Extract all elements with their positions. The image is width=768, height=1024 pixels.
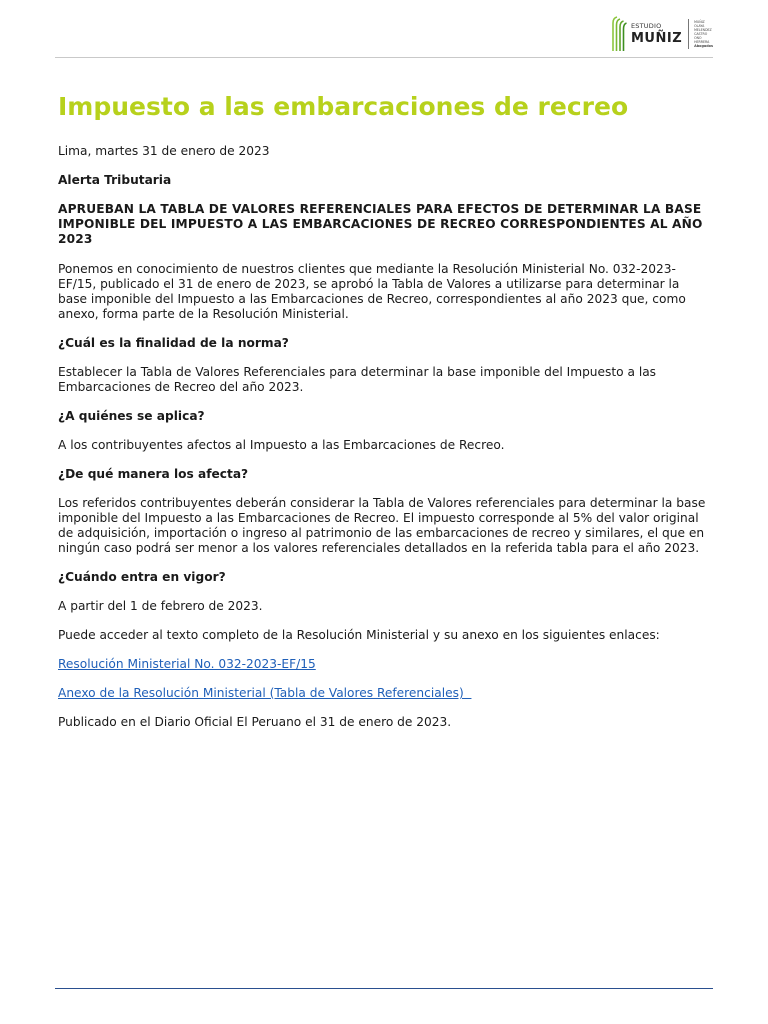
question-impact: ¿De qué manera los afecta? bbox=[58, 467, 249, 481]
brand-separator bbox=[688, 19, 689, 49]
leaf-stripes-icon bbox=[611, 15, 627, 53]
link-row bbox=[58, 657, 710, 672]
brand-logo bbox=[611, 14, 713, 54]
partner-name: MUÑIZ bbox=[694, 20, 705, 24]
footer-divider bbox=[55, 988, 713, 989]
article-intro: Ponemos en conocimiento de nuestros clientes que mediante la Resolución Ministerial No. 032-2023-EF/15, publicado el 31 de enero de 2023, se aprobó la Tabla de Valores a utilizarse para determinar la base imponible del Impuesto a las Embarcaciones de Recreo, correspondientes al año 2023 que, como anexo, forma parte de la Resolución Ministerial. bbox=[58, 262, 686, 321]
article-date: Lima, martes 31 de enero de 2023 bbox=[58, 144, 270, 158]
question-purpose: ¿Cuál es la finalidad de la norma? bbox=[58, 336, 289, 350]
partner-name: CASTRO bbox=[694, 32, 708, 36]
article-body bbox=[58, 92, 710, 744]
answer-purpose: Establecer la Tabla de Valores Referenciales para determinar la base imponible del Impuesto a las Embarcaciones de Recreo del año 2023. bbox=[58, 365, 657, 394]
resolution-link[interactable]: Resolución Ministerial No. 032-2023-EF/15 bbox=[58, 657, 316, 671]
answer-impact: Los referidos contribuyentes deberán considerar la Tabla de Valores referenciales para determinar la base imponible del Impuesto a las Embarcaciones de Recreo. El impuesto corresponde al 5% del valor original de adquisición, importación o ingreso al patrimonio de las embarcaciones de recreo y similares, el que en ningún caso podrá ser menor a los valores referenciales detallados en la referida tabla para el año 2023. bbox=[58, 496, 706, 555]
partner-name: ONO bbox=[694, 36, 702, 40]
question-scope: ¿A quiénes se aplica? bbox=[58, 409, 205, 423]
links-intro: Puede acceder al texto completo de la Resolución Ministerial y su anexo en los siguientes enlaces: bbox=[58, 628, 660, 642]
brand-name: MUÑIZ bbox=[630, 30, 683, 46]
article-headline: APRUEBAN LA TABLA DE VALORES REFERENCIALES PARA EFECTOS DE DETERMINAR LA BASE IMPONIBLE DEL IMPUESTO A LAS EMBARCACIONES DE RECREO CORRESPONDIENTES AL AÑO 2023 bbox=[58, 202, 703, 246]
page-header bbox=[55, 0, 713, 58]
answer-effective-date: A partir del 1 de febrero de 2023. bbox=[58, 599, 263, 613]
partner-name: MELENDEZ bbox=[694, 28, 712, 32]
partner-name: OLAYA bbox=[694, 24, 705, 28]
brand-small-text: ESTUDIO bbox=[630, 22, 662, 31]
published-note: Publicado en el Diario Oficial El Peruano el 31 de enero de 2023. bbox=[58, 715, 452, 729]
answer-scope: A los contribuyentes afectos al Impuesto a las Embarcaciones de Recreo. bbox=[58, 438, 505, 452]
page-title: Impuesto a las embarcaciones de recreo bbox=[58, 92, 629, 121]
annex-link[interactable]: Anexo de la Resolución Ministerial (Tabla de Valores Referenciales) bbox=[58, 686, 472, 700]
link-row bbox=[58, 686, 710, 701]
question-effective-date: ¿Cuándo entra en vigor? bbox=[58, 570, 226, 584]
article-category: Alerta Tributaria bbox=[58, 173, 172, 187]
partner-name: Abogados bbox=[694, 44, 713, 48]
partner-name: HERRERA bbox=[694, 40, 710, 44]
brand-partner-names bbox=[694, 20, 713, 48]
brand-wordmark bbox=[631, 23, 682, 45]
